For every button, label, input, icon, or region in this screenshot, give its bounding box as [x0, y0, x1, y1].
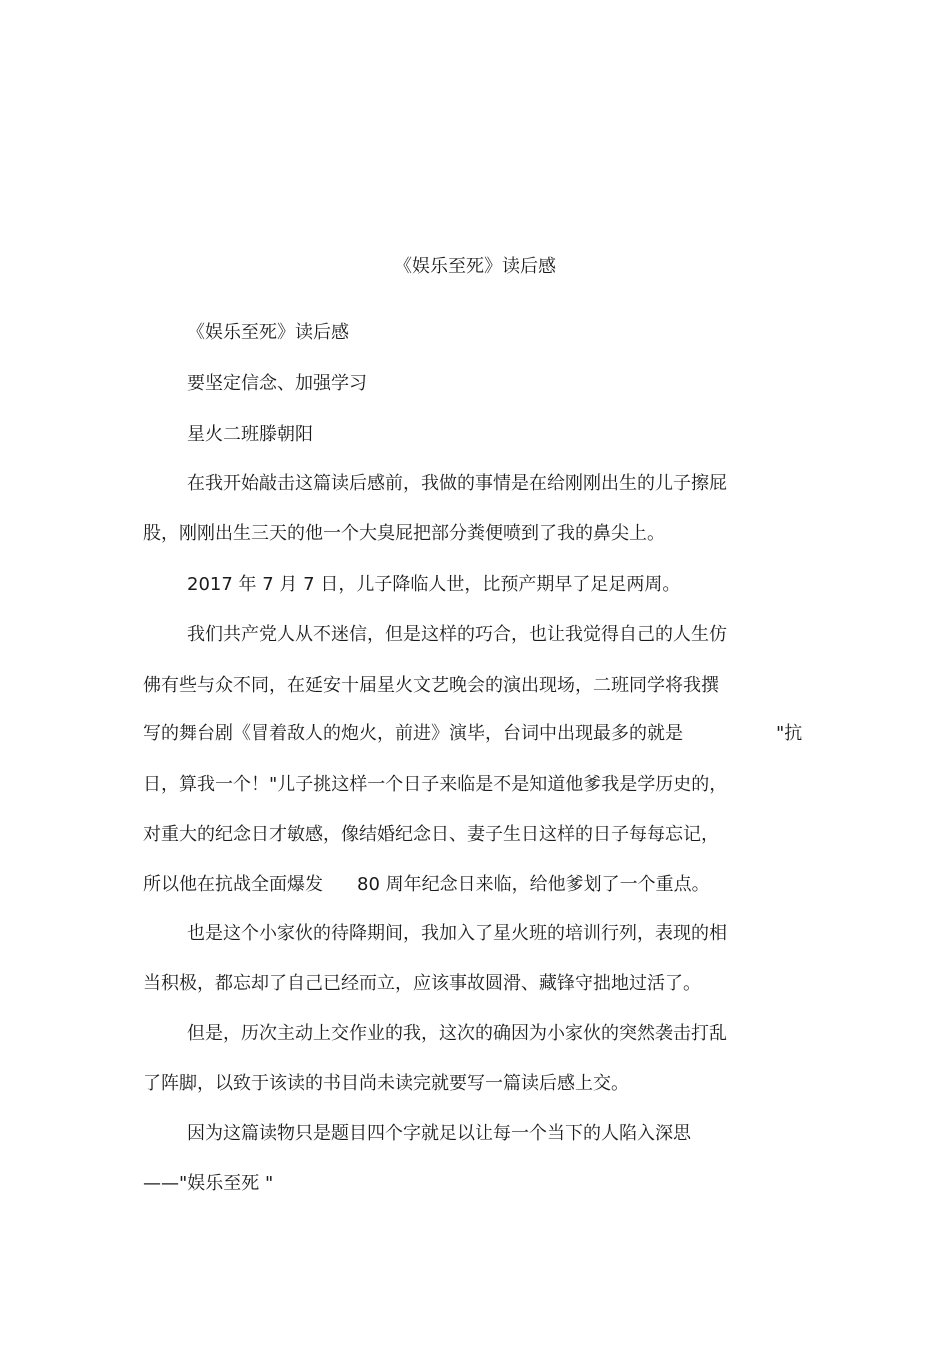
paragraph-line: 日，算我一个！"儿子挑这样一个日子来临是不是知道他爹我是学历史的，	[143, 774, 728, 795]
paragraph-line: 当积极，都忘却了自己已经而立，应该事故圆滑、藏锋守拙地过活了。	[143, 973, 701, 994]
paragraph-line: 写的舞台剧《冒着敌人的炮火，前进》演毕，台词中出现最多的就是	[143, 723, 683, 744]
paragraph-line-fragment: "抗	[776, 723, 803, 744]
paragraph-line: 了阵脚，以致于该读的书目尚未读完就要写一篇读后感上交。	[143, 1073, 629, 1094]
document-title: 《娱乐至死》读后感	[394, 256, 556, 277]
paragraph-line: 所以他在抗战全面爆发	[143, 874, 323, 895]
paragraph-line: 但是，历次主动上交作业的我，这次的确因为小家伙的突然袭击打乱	[187, 1023, 727, 1044]
paragraph-line: 我们共产党人从不迷信，但是这样的巧合，也让我觉得自己的人生仿	[187, 624, 727, 645]
theme-line: 要坚定信念、加强学习	[187, 373, 367, 394]
paragraph-line: 股，刚刚出生三天的他一个大臭屁把部分粪便喷到了我的鼻尖上。	[143, 523, 665, 544]
paragraph-line: 因为这篇读物只是题目四个字就足以让每一个当下的人陷入深思	[187, 1123, 691, 1144]
paragraph-line: 2017 年 7 月 7 日，儿子降临人世，比预产期早了足足两周。	[187, 574, 681, 595]
author-line: 星火二班滕朝阳	[187, 424, 313, 445]
paragraph-line: 佛有些与众不同，在延安十届星火文艺晚会的演出现场，二班同学将我撰	[143, 675, 719, 696]
paragraph-line: 在我开始敲击这篇读后感前，我做的事情是在给刚刚出生的儿子擦屁	[187, 473, 727, 494]
paragraph-line-fragment: 80 周年纪念日来临，给他爹划了一个重点。	[357, 874, 710, 895]
paragraph-line: 对重大的纪念日才敏感，像结婚纪念日、妻子生日这样的日子每每忘记，	[143, 824, 719, 845]
subtitle-line: 《娱乐至死》读后感	[187, 322, 349, 343]
paragraph-line: ——"娱乐至死 "	[143, 1173, 274, 1194]
paragraph-line: 也是这个小家伙的待降期间，我加入了星火班的培训行列，表现的相	[187, 923, 727, 944]
